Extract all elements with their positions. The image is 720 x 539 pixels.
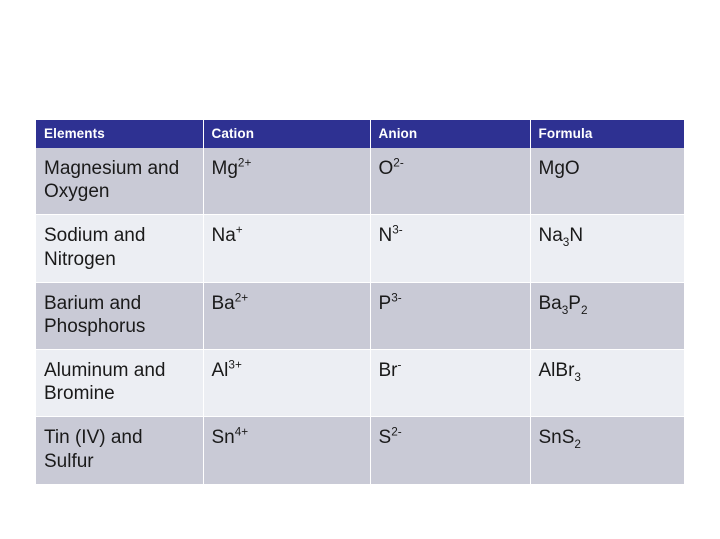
cell-elements: Magnesium and Oxygen xyxy=(36,148,203,215)
cell-elements: Tin (IV) and Sulfur xyxy=(36,417,203,484)
table-body xyxy=(36,148,684,484)
cell-anion: Br- xyxy=(370,350,530,417)
ionic-formula-table-container xyxy=(36,120,684,485)
cell-cation: Na+ xyxy=(203,215,370,282)
table-row xyxy=(36,417,684,484)
table-row xyxy=(36,215,684,282)
cell-formula: $Na_3N$ xyxy=(530,215,684,282)
cell-cation: $Mg^{2+}$ xyxy=(203,148,370,215)
table-row xyxy=(36,350,684,417)
column-header-anion: Anion xyxy=(370,120,530,148)
cell-cation: $Sn^{4+}$ xyxy=(203,417,370,484)
cell-formula: $Ba_3P_2$ xyxy=(530,282,684,349)
column-header-cation: Cation xyxy=(203,120,370,148)
column-header-elements: Elements xyxy=(36,120,203,148)
column-header-formula: Formula xyxy=(530,120,684,148)
cell-anion: $S^{2-}$ xyxy=(370,417,530,484)
cell-formula: SnS$_2$ xyxy=(530,417,684,484)
cell-cation: $Al^{3+}$ xyxy=(203,350,370,417)
cell-elements: Sodium and Nitrogen xyxy=(36,215,203,282)
cell-formula: AlBr$_3$ xyxy=(530,350,684,417)
cell-anion: $N^{3-}$ xyxy=(370,215,530,282)
table-header-row xyxy=(36,120,684,148)
table-row xyxy=(36,282,684,349)
table-row xyxy=(36,148,684,215)
cell-elements: Aluminum and Bromine xyxy=(36,350,203,417)
ionic-formula-table xyxy=(36,120,684,485)
cell-anion: $O^{2-}$ xyxy=(370,148,530,215)
cell-elements: Barium and Phosphorus xyxy=(36,282,203,349)
cell-cation: $Ba^{2+}$ xyxy=(203,282,370,349)
cell-anion: $P^{3-}$ xyxy=(370,282,530,349)
cell-formula: MgO xyxy=(530,148,684,215)
